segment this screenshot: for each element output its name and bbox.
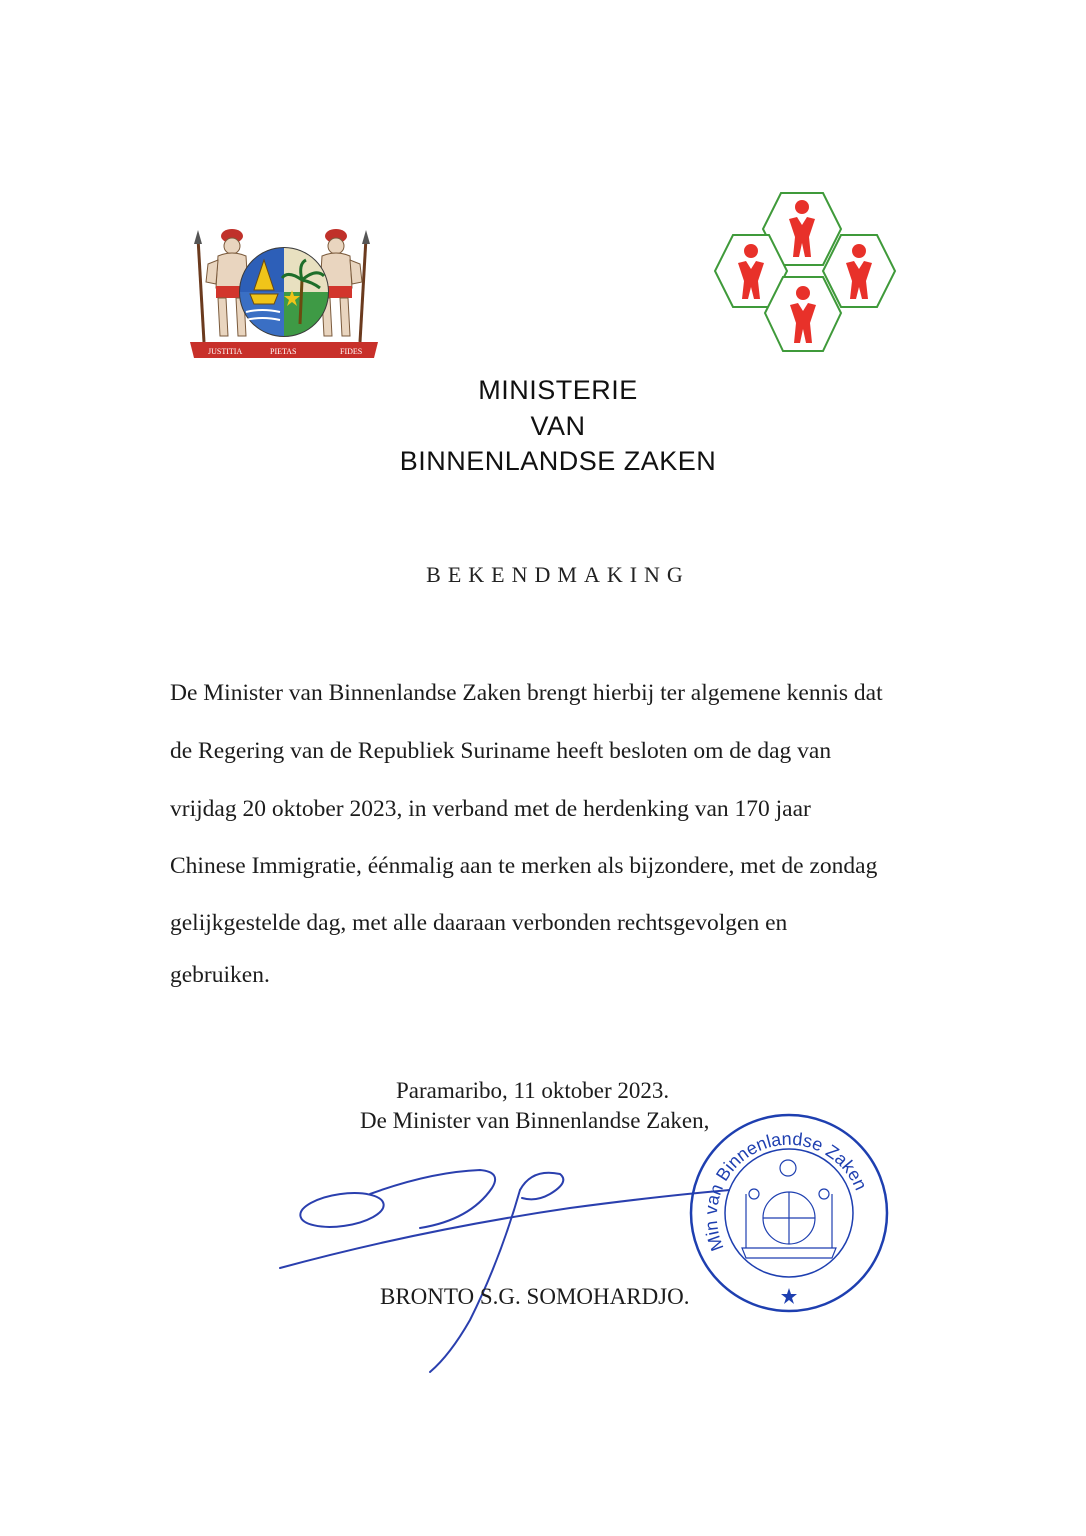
motto-right: FIDES [340, 347, 363, 356]
body-line: vrijdag 20 oktober 2023, in verband met de herdenking van 170 jaar [170, 796, 811, 822]
stamp-text: Min van Binnenlandse Zaken [700, 1128, 872, 1254]
body-line: gebruiken. [170, 962, 270, 988]
document-title: BEKENDMAKING [426, 562, 690, 587]
signatory-name: BRONTO S.G. SOMOHARDJO. [380, 1284, 690, 1309]
motto-left: JUSTITIA [208, 347, 243, 356]
motto-center: PIETAS [270, 347, 297, 356]
body-line: gelijkgestelde dag, met alle daaraan verbonden rechtsgevolgen en [170, 910, 788, 936]
hexagon-people-logo-icon [713, 191, 897, 371]
body-line: Chinese Immigratie, éénmalig aan te merken als bijzondere, met de zondag [170, 853, 878, 879]
ministry-title-line-3: BINNENLANDSE ZAKEN [399, 446, 717, 476]
body-line: de Regering van de Republiek Suriname heeft besloten om de dag van [170, 738, 832, 764]
handwritten-signature [270, 1150, 730, 1380]
signatory-role: De Minister van Binnenlandse Zaken, [360, 1108, 710, 1133]
place-date: Paramaribo, 11 oktober 2023. [396, 1078, 670, 1103]
ministry-title-line-1: MINISTERIE [478, 375, 638, 405]
coat-of-arms-icon [188, 224, 380, 368]
official-stamp [684, 1108, 894, 1318]
body-line: De Minister van Binnenlandse Zaken brengt hierbij ter algemene kennis dat [170, 680, 883, 706]
ministry-title-line-2: VAN [530, 411, 586, 441]
